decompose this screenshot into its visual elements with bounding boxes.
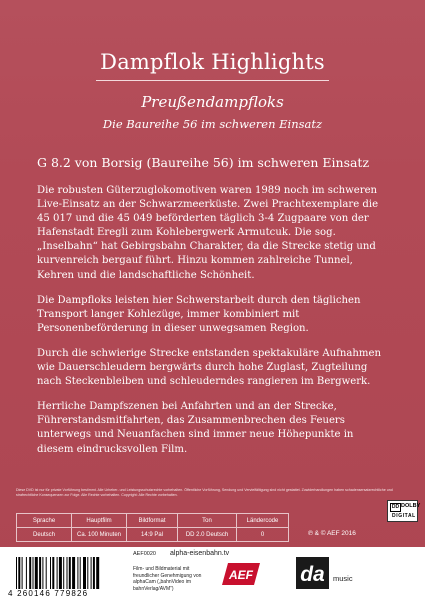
specs-header-row [17,514,289,528]
dolby-digital-logo [387,500,421,522]
description-paragraph: Die robusten Güterzuglokomotiven waren 1989 noch im schweren Live-Einsatz an der Schwarzmeerküste. Zwei Prachtexemplare die 45 017 und die 45 049 beförderten täglich 3-4 Zugpaare von der Hafenstadt Eregli zum Kohlebergwerk Armutcuk. Die sog. „Inselbahn“ hat Gebirgsbahn Charakter, da die Strecke stetig und kurvenreich bergauf führt. Hinzu kommen zahlreiche Tunnel, Kehren und die landschaftliche Schönheit. [37,185,379,281]
subtitle-secondary: Die Baureihe 56 im schweren Einsatz [102,117,323,131]
specs-value-cell: 0 [237,528,289,542]
specs-header-cell: Sprache [17,514,72,528]
specs-header-cell: Bildformat [127,514,178,528]
series-title: Dampflok Highlights [100,50,325,74]
description-paragraph: Herrliche Dampfszenen bei Anfahrten und an der Strecke, Führerstandsmitfahrten, das Zusammenbrechen des Feuers unterwegs und Neuanfachen sind immer neue Höhepunkte in diesem eindrucksvollen Film. [37,401,354,455]
dolby-word: DOLBY [401,503,421,509]
credit-text: Film- und Bildmaterial mit freundlicher Genehmigung von alphaCam („bahnVideo im bahnVerlag/AVM“) [133,566,202,592]
aef-logo-text: AEF [229,568,253,582]
description-heading: G 8.2 von Borsig (Baureihe 56) im schweren Einsatz [37,155,370,170]
specs-value-cell: Ca. 100 Minuten [72,528,127,542]
aef-logo [219,559,263,589]
legal-notice: Diese DVD ist nur für private Vorführung bestimmt. Alle Urheber- und Leistungsschutzrechte vorbehalten. Öffentliche Vorführung, Sendung und Vervielfältigung sind nicht gestattet. Zuwiderhandlungen haben schadensersatzrechtliche und strafrechtliche Konsequenzen zur Folge. Alle Rechte vorbehalten. Copyright: Alle Rechte vorbehalten. [16,488,393,497]
music-label: music [333,574,353,583]
title-divider [96,80,329,81]
barcode-digits: 4 260146 779826 [8,589,89,598]
specs-value-row [17,528,289,542]
barcode [4,555,124,599]
specs-value-cell: 14:9 Pal [127,528,178,542]
catalog-number: AEF0020 [133,551,156,557]
da-music-logo [296,557,329,589]
subtitle: Preußendampfloks [141,93,284,111]
description-body [37,184,389,468]
copyright-notice: ℗ & © AEF 2016 [308,530,356,537]
specs-table [16,513,289,542]
description-paragraph: Durch die schwierige Strecke entstanden spektakuläre Aufnahmen wie Dauerschleudern bergwärts durch hohe Zuglast, Zugteilung nach Steckenbleiben und schleuderndes rangieren im Bergwerk. [37,347,381,388]
specs-value-cell: Deutsch [17,528,72,542]
da-logo-text: da [300,563,325,586]
dolby-digital-word: DIGITAL [392,513,416,519]
specs-header-cell: Ton [178,514,237,528]
specs-header-cell: Hauptfilm [72,514,127,528]
description-paragraph: Die Dampfloks leisten hier Schwerstarbeit durch den täglichen Transport langer Kohlezüge, immer kombiniert mit Personenbeförderung in dieser unwegsamen Region. [37,294,361,334]
bottom-strip [0,547,425,600]
specs-header-cell: Ländercode [237,514,289,528]
specs-value-cell: DD 2.0 Deutsch [178,528,237,542]
dolby-dd-mark: DD [391,504,400,510]
barcode-bars [14,557,124,589]
website-url: alpha-eisenbahn.tv [170,550,230,557]
